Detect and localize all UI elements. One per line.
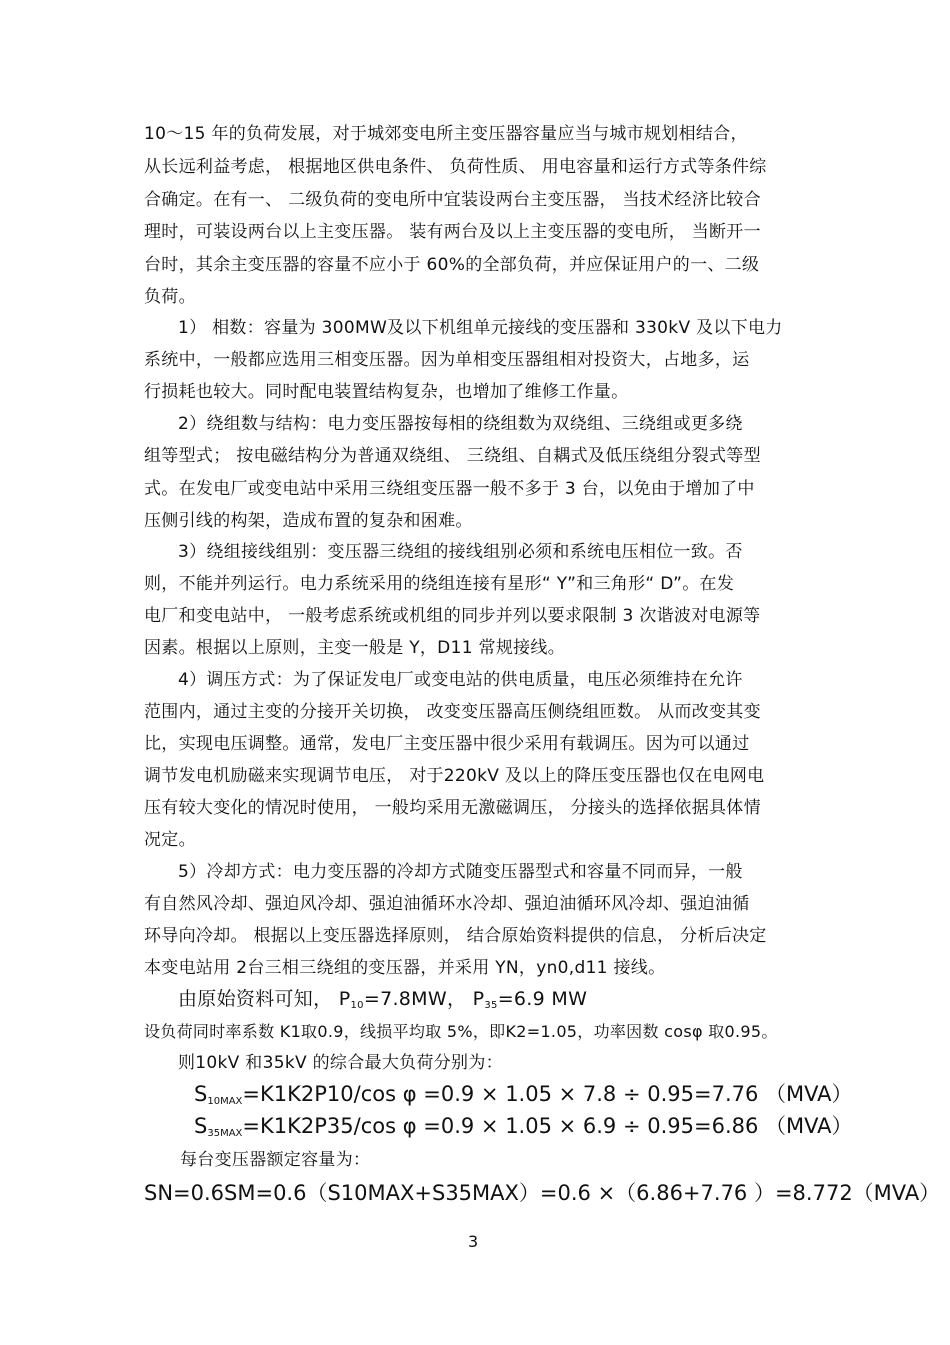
- page-number: 3: [468, 1232, 479, 1251]
- text-line: 台时，其余主变压器的容量不应小于 60%的全部负荷，并应保证用户的一、二级: [144, 255, 760, 275]
- text-line: 范围内，通过主变的分接开关切换， 改变变压器高压侧绕组匝数。 从而改变其变: [144, 702, 761, 722]
- text-line: 组等型式； 按电磁结构分为普通双绕组、 三绕组、自耦式及低压绕组分裂式等型: [144, 446, 761, 466]
- text-line: 10～15 年的负荷发展，对于城郊变电所主变压器容量应当与城市规划相结合，: [144, 124, 748, 144]
- p10-value: =7.8MW，: [363, 988, 467, 1010]
- text-line: 因素。根据以上原则，主变一般是 Y，D11 常规接线。: [144, 638, 566, 658]
- text-line: 况定。: [144, 830, 196, 850]
- text-line: 1） 相数：容量为 300MW及以下机组单元接线的变压器和 330kV 及以下电力: [178, 318, 783, 338]
- text-line: 行损耗也较大。同时配电装置结构复杂，也增加了维修工作量。: [144, 382, 629, 402]
- text-line: 合确定。在有一、 二级负荷的变电所中宜装设两台主变压器， 当技术经济比较合: [144, 190, 761, 210]
- known-prefix: 由原始资料可知，: [178, 988, 339, 1010]
- formula-s35: $S_{35MAX}=K1K2P35/\cos$ φ =0.9 × 1.05 × 6.9 ÷ 0.95=6.86 （MVA）: [194, 1114, 853, 1139]
- text-line: 压侧引线的构架，造成布置的复杂和困难。: [144, 511, 473, 531]
- text-line: 从长远利益考虑， 根据地区供电条件、 负荷性质、 用电容量和运行方式等条件综: [144, 157, 767, 177]
- text-line: 则10kV 和35kV 的综合最大负荷分别为：: [178, 1053, 503, 1073]
- text-line: 4）调压方式：为了保证发电厂或变电站的供电质量，电压必须维持在允许: [178, 670, 743, 690]
- formula-s10: $S_{10MAX}=K1K2P10/\cos$ φ =0.9 × 1.05 × 7.8 ÷ 0.95=7.76 （MVA）: [194, 1082, 853, 1107]
- text-line: 3）绕组接线组别：变压器三绕组的接线组别必须和系统电压相位一致。否: [178, 542, 743, 562]
- text-line: 调节发电机励磁来实现调节电压， 对于220kV 及以上的降压变压器也仅在电网电: [144, 766, 765, 786]
- text-line: 理时，可装设两台以上主变压器。 装有两台及以上主变压器的变电所， 当断开一: [144, 222, 761, 242]
- rated-capacity-label: 每台变压器额定容量为：: [180, 1150, 371, 1170]
- text-line: 5）冷却方式：电力变压器的冷却方式随变压器型式和容量不同而异，一般: [178, 862, 743, 882]
- text-line: 环导向冷却。 根据以上变压器选择原则， 结合原始资料提供的信息， 分析后决定: [144, 926, 767, 946]
- text-line: 则，不能并列运行。电力系统采用的绕组连接有星形“ Y”和三角形“ D”。在发: [144, 574, 735, 594]
- text-line: 系统中，一般都应选用三相变压器。因为单相变压器组相对投资大，占地多，运: [144, 350, 750, 370]
- text-line: 负荷。: [144, 287, 196, 307]
- assumption-line: 设负荷同时率系数 K1取0.9，线损平均取 5%，即K2=1.05，功率因数 cosφ 取0.95。: [144, 1022, 778, 1041]
- text-line: 有自然风冷却、强迫风冷却、强迫油循环水冷却、强迫油循环风冷却、强迫油循: [144, 894, 750, 914]
- text-line: 电厂和变电站中， 一般考虑系统或机组的同步并列以要求限制 3 次谐波对电源等: [144, 606, 761, 626]
- text-line: 比，实现电压调整。通常，发电厂主变压器中很少采用有载调压。因为可以通过: [144, 734, 750, 754]
- text-line: 本变电站用 2台三相三绕组的变压器，并采用 YN，yn0,d11 接线。: [144, 958, 666, 978]
- p35-value: =6.9 MW: [497, 988, 588, 1010]
- text-line: 式。在发电厂或变电站中采用三绕组变压器一般不多于 3 台，以免由于增加了中: [144, 479, 755, 499]
- text-line: 2）绕组数与结构：电力变压器按每相的绕组数为双绕组、三绕组或更多绕: [178, 414, 743, 434]
- formula-sn: SN=0.6SM=0.6（S10MAX+S35MAX）=0.6 ×（6.86+7.76 ）=8.772（MVA）: [144, 1181, 941, 1205]
- text-line: 压有较大变化的情况时使用， 一般均采用无激磁调压， 分接头的选择依据具体情: [144, 798, 761, 818]
- known-values-line: 由原始资料可知， $P_{10}=7.8MW$， $P_{35}=6.9$ MW: [178, 988, 588, 1011]
